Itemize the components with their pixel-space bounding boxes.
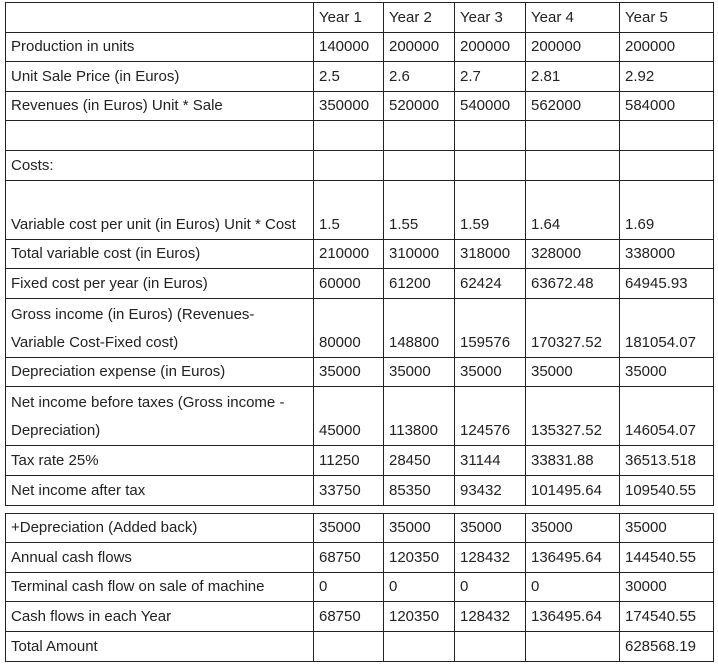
value-cell <box>384 150 455 180</box>
value-cell <box>384 631 455 661</box>
value-cell: 0 <box>526 572 620 602</box>
table-row <box>6 269 714 299</box>
value-cell <box>455 631 526 661</box>
value-cell: 35000 <box>384 357 455 387</box>
row-label: Terminal cash flow on sale of machine <box>6 572 314 602</box>
value-cell <box>526 150 620 180</box>
table-row <box>6 475 714 505</box>
value-cell: 135327.52 <box>526 387 620 446</box>
value-cell: 328000 <box>526 239 620 269</box>
value-cell: 318000 <box>455 239 526 269</box>
table-row <box>6 543 714 573</box>
row-label: Net income before taxes (Gross income - Depreciation) <box>6 387 314 446</box>
value-cell: 60000 <box>314 269 384 299</box>
value-cell: 35000 <box>455 513 526 543</box>
value-cell: 540000 <box>455 91 526 121</box>
value-cell: 68750 <box>314 602 384 632</box>
section-separator <box>6 505 714 513</box>
value-cell: 200000 <box>384 32 455 62</box>
value-cell: 174540.55 <box>620 602 714 632</box>
row-label: +Depreciation (Added back) <box>6 513 314 543</box>
value-cell: 35000 <box>384 513 455 543</box>
value-cell: 35000 <box>620 513 714 543</box>
value-cell: 338000 <box>620 239 714 269</box>
row-label: Total variable cost (in Euros) <box>6 239 314 269</box>
header-cell: Year 3 <box>455 3 526 33</box>
value-cell: 200000 <box>526 32 620 62</box>
value-cell: 350000 <box>314 91 384 121</box>
table-row <box>6 62 714 92</box>
table-row <box>6 446 714 476</box>
value-cell: 136495.64 <box>526 543 620 573</box>
row-label: Annual cash flows <box>6 543 314 573</box>
value-cell <box>314 631 384 661</box>
value-cell: 68750 <box>314 543 384 573</box>
value-cell: 520000 <box>384 91 455 121</box>
value-cell: 63672.48 <box>526 269 620 299</box>
value-cell: 36513.518 <box>620 446 714 476</box>
header-cell: Year 5 <box>620 3 714 33</box>
header-row <box>6 3 714 33</box>
value-cell: 200000 <box>620 32 714 62</box>
value-cell: 0 <box>455 572 526 602</box>
separator-cell <box>6 505 714 513</box>
row-label: Revenues (in Euros) Unit * Sale <box>6 91 314 121</box>
value-cell <box>526 631 620 661</box>
value-cell: 30000 <box>620 572 714 602</box>
table-row <box>6 513 714 543</box>
value-cell <box>314 150 384 180</box>
value-cell: 109540.55 <box>620 475 714 505</box>
value-cell: 124576 <box>455 387 526 446</box>
table-row <box>6 572 714 602</box>
value-cell <box>620 121 714 151</box>
value-cell: 101495.64 <box>526 475 620 505</box>
value-cell: 0 <box>384 572 455 602</box>
header-cell: Year 1 <box>314 3 384 33</box>
value-cell: 1.64 <box>526 180 620 239</box>
value-cell: 35000 <box>455 357 526 387</box>
value-cell: 146054.07 <box>620 387 714 446</box>
cash-flow-table <box>5 2 714 662</box>
header-cell: Year 2 <box>384 3 455 33</box>
value-cell <box>384 121 455 151</box>
value-cell <box>455 150 526 180</box>
row-label: Net income after tax <box>6 475 314 505</box>
value-cell: 11250 <box>314 446 384 476</box>
value-cell: 113800 <box>384 387 455 446</box>
table-row <box>6 298 714 357</box>
value-cell: 562000 <box>526 91 620 121</box>
table-row <box>6 91 714 121</box>
value-cell: 2.6 <box>384 62 455 92</box>
row-label: Fixed cost per year (in Euros) <box>6 269 314 299</box>
value-cell: 1.5 <box>314 180 384 239</box>
value-cell: 128432 <box>455 543 526 573</box>
table-row <box>6 32 714 62</box>
row-label: Total Amount <box>6 631 314 661</box>
value-cell: 148800 <box>384 298 455 357</box>
value-cell: 210000 <box>314 239 384 269</box>
value-cell: 181054.07 <box>620 298 714 357</box>
value-cell: 62424 <box>455 269 526 299</box>
value-cell: 170327.52 <box>526 298 620 357</box>
value-cell: 140000 <box>314 32 384 62</box>
value-cell <box>526 121 620 151</box>
value-cell: 1.59 <box>455 180 526 239</box>
value-cell: 33750 <box>314 475 384 505</box>
value-cell: 31144 <box>455 446 526 476</box>
value-cell: 120350 <box>384 543 455 573</box>
value-cell: 120350 <box>384 602 455 632</box>
value-cell: 159576 <box>455 298 526 357</box>
table-row <box>6 239 714 269</box>
cash-flow-section <box>6 513 714 661</box>
table-row <box>6 121 714 151</box>
value-cell: 35000 <box>620 357 714 387</box>
header-cell <box>6 3 314 33</box>
table-row <box>6 602 714 632</box>
value-cell: 61200 <box>384 269 455 299</box>
value-cell: 35000 <box>314 513 384 543</box>
value-cell: 1.55 <box>384 180 455 239</box>
row-label <box>6 121 314 151</box>
value-cell: 35000 <box>526 357 620 387</box>
table-row <box>6 357 714 387</box>
row-label: Gross income (in Euros) (Revenues-Variable Cost-Fixed cost) <box>6 298 314 357</box>
value-cell <box>455 121 526 151</box>
value-cell: 310000 <box>384 239 455 269</box>
table-row <box>6 150 714 180</box>
header-cell: Year 4 <box>526 3 620 33</box>
value-cell: 200000 <box>455 32 526 62</box>
value-cell: 584000 <box>620 91 714 121</box>
value-cell: 136495.64 <box>526 602 620 632</box>
value-cell <box>314 121 384 151</box>
value-cell: 144540.55 <box>620 543 714 573</box>
value-cell: 85350 <box>384 475 455 505</box>
row-label: Production in units <box>6 32 314 62</box>
value-cell: 35000 <box>314 357 384 387</box>
table-row <box>6 387 714 446</box>
value-cell: 28450 <box>384 446 455 476</box>
value-cell: 2.5 <box>314 62 384 92</box>
value-cell: 1.69 <box>620 180 714 239</box>
value-cell: 80000 <box>314 298 384 357</box>
value-cell: 45000 <box>314 387 384 446</box>
table-row <box>6 180 714 239</box>
row-label: Tax rate 25% <box>6 446 314 476</box>
value-cell: 2.7 <box>455 62 526 92</box>
value-cell: 128432 <box>455 602 526 632</box>
value-cell: 64945.93 <box>620 269 714 299</box>
value-cell: 35000 <box>526 513 620 543</box>
value-cell <box>620 150 714 180</box>
value-cell: 33831.88 <box>526 446 620 476</box>
row-label: Cash flows in each Year <box>6 602 314 632</box>
value-cell: 2.81 <box>526 62 620 92</box>
row-label: Variable cost per unit (in Euros) Unit * Cost <box>6 180 314 239</box>
value-cell: 628568.19 <box>620 631 714 661</box>
income-section <box>6 32 714 505</box>
value-cell: 0 <box>314 572 384 602</box>
row-label: Depreciation expense (in Euros) <box>6 357 314 387</box>
row-label: Costs: <box>6 150 314 180</box>
value-cell: 2.92 <box>620 62 714 92</box>
row-label: Unit Sale Price (in Euros) <box>6 62 314 92</box>
table-row <box>6 631 714 661</box>
value-cell: 93432 <box>455 475 526 505</box>
